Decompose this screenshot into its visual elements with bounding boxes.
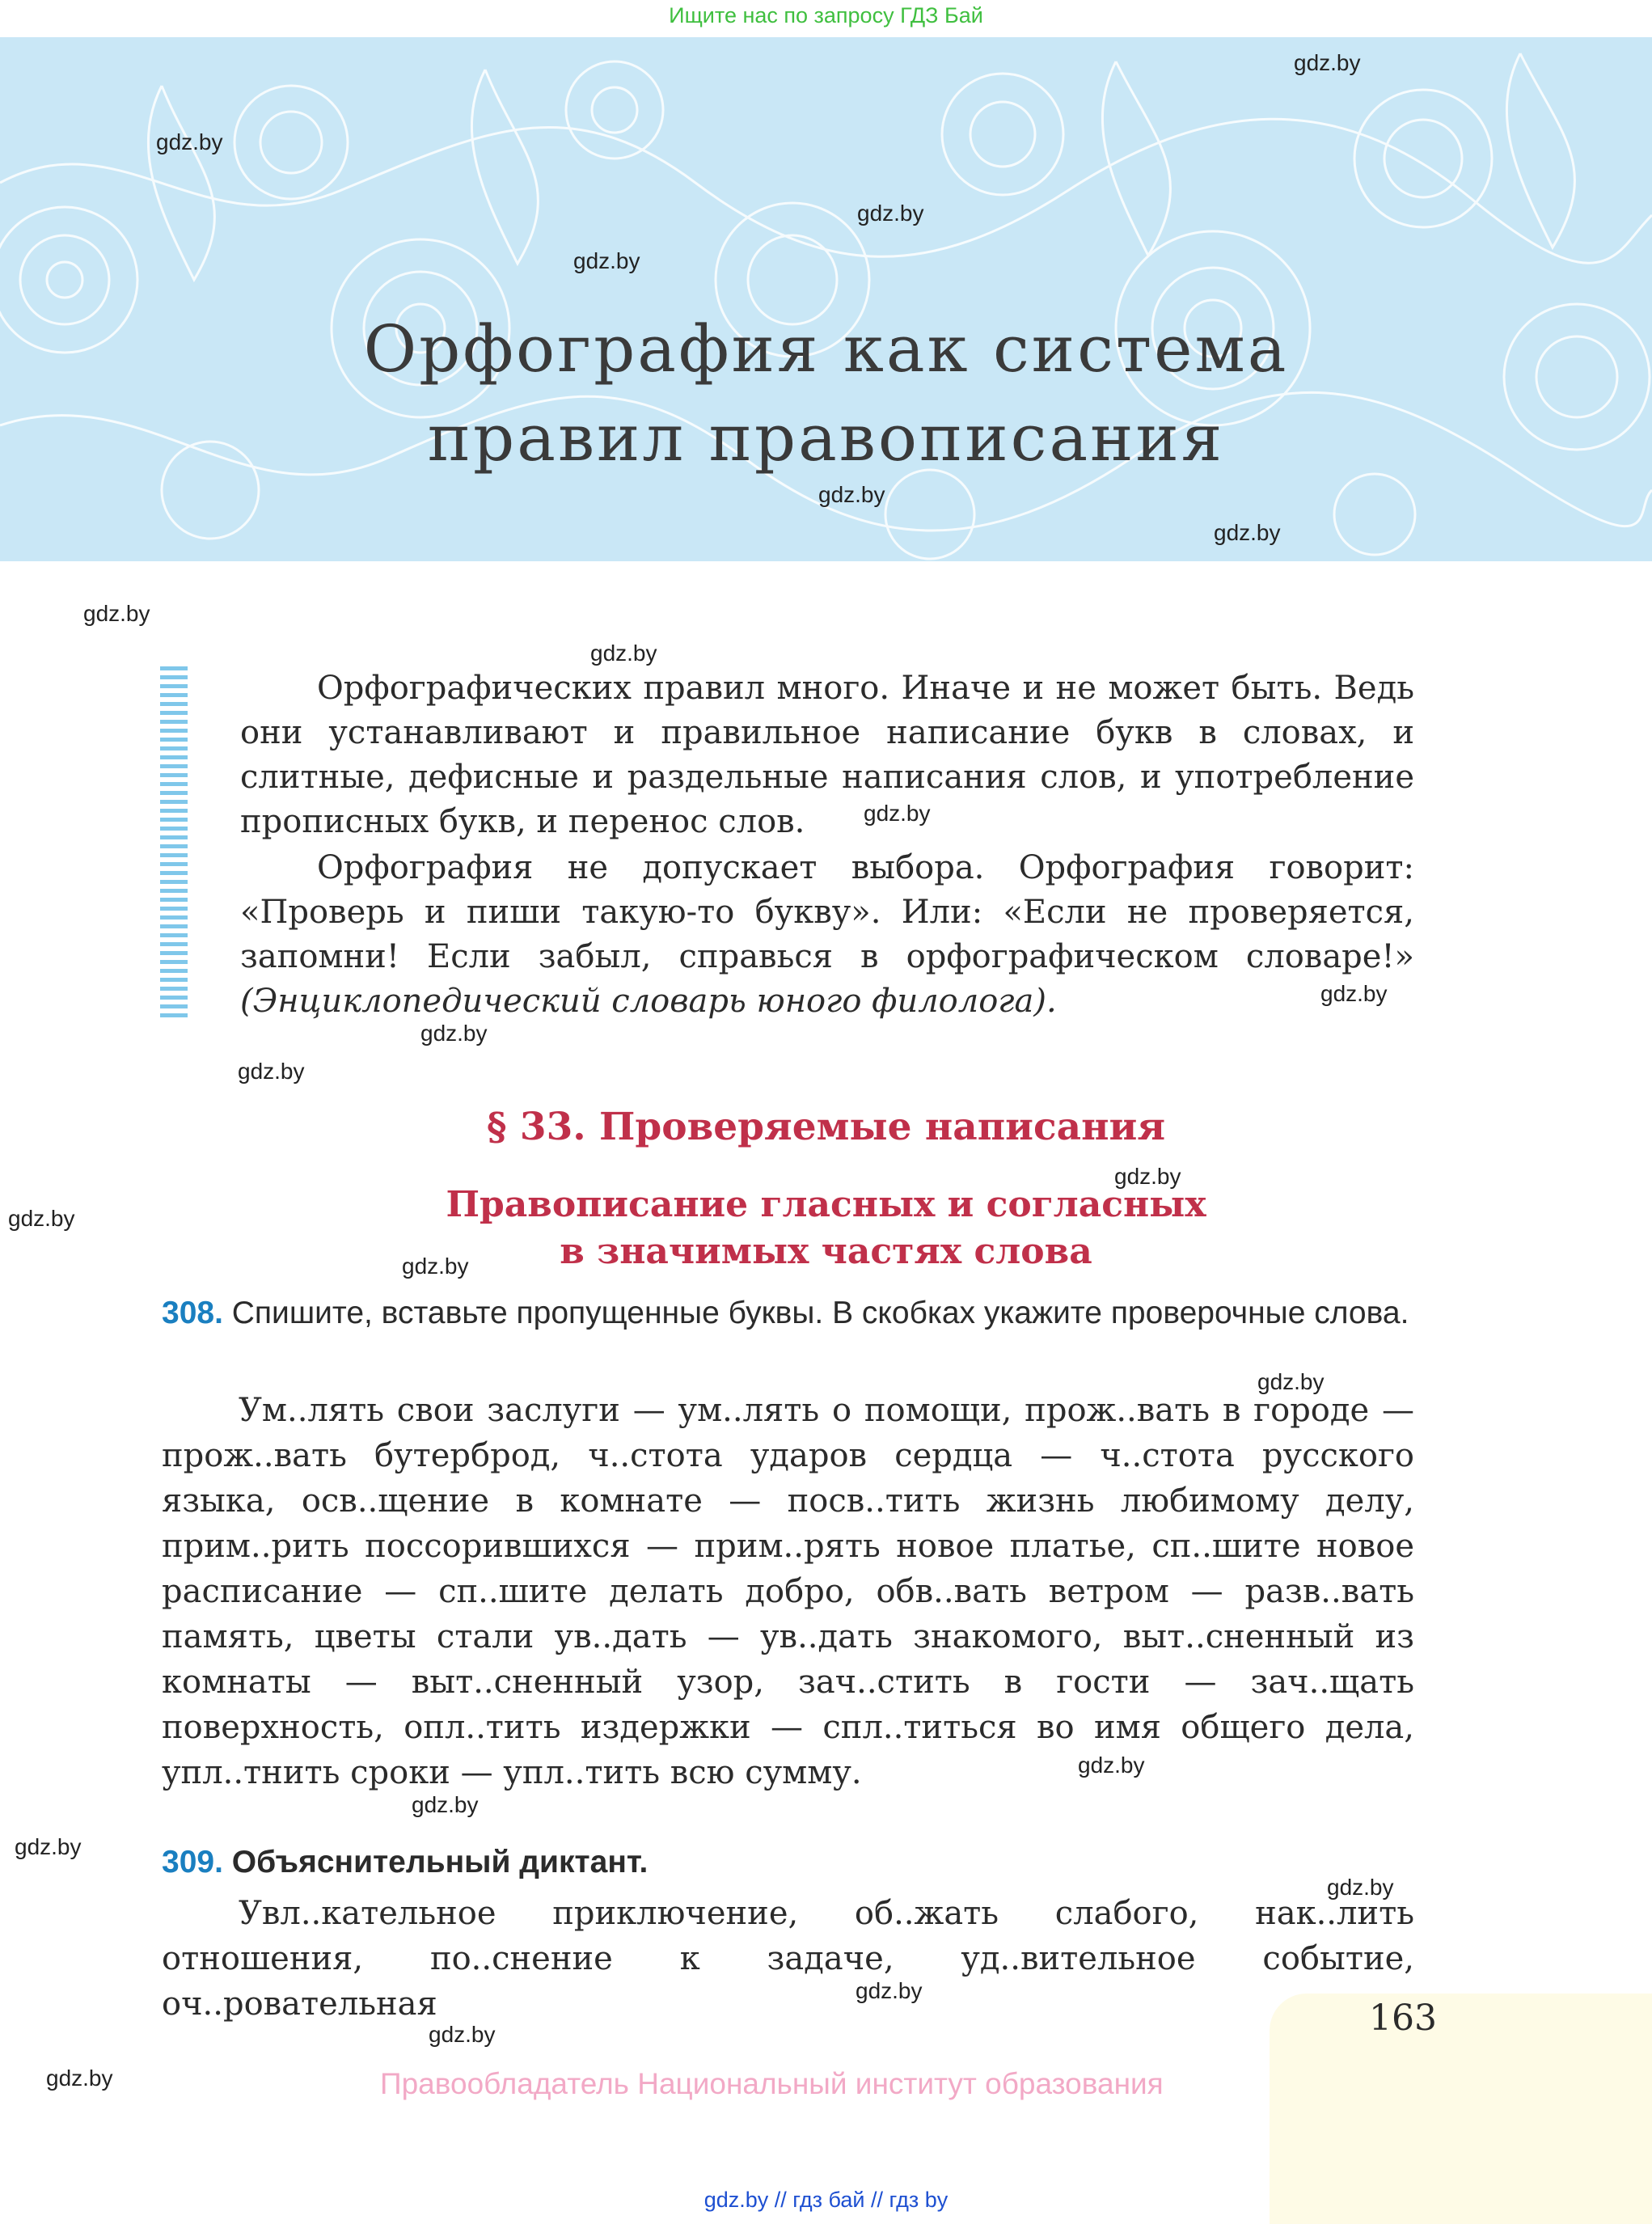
watermark: gdz.by xyxy=(856,1978,923,2003)
watermark: gdz.by xyxy=(1114,1164,1181,1189)
watermark: gdz.by xyxy=(1214,520,1281,545)
exercise-309-instruction: Объяснительный диктант. xyxy=(231,1845,649,1879)
exercise-309-task xyxy=(162,1840,1414,1885)
watermark: gdz.by xyxy=(1320,981,1388,1006)
rights-holder: Правообладатель Национальный институт образования xyxy=(380,2067,1164,2100)
footer-links[interactable]: gdz.by // гдз бай // гдз by xyxy=(703,2188,949,2212)
intro-source: (Энциклопедический словарь юного филолога). xyxy=(240,983,1057,1020)
watermark: gdz.by xyxy=(83,601,150,626)
exercise-308-task xyxy=(162,1291,1414,1336)
watermark: gdz.by xyxy=(420,1021,488,1046)
watermark: gdz.by xyxy=(8,1206,75,1231)
intro-quote: Орфография не допускает выбора. Орфография говорит: «Проверь и пиши такую-то букву». Или: «Если не проверяется, запомни! Если забыл, справься в орфографическом словаре!» xyxy=(240,849,1414,975)
watermark: gdz.by xyxy=(590,641,657,666)
top-note: Ищите нас по запросу ГДЗ Бай xyxy=(669,3,983,27)
watermark: gdz.by xyxy=(573,248,640,273)
intro-paragraph-2 xyxy=(240,846,1414,1024)
watermark: gdz.by xyxy=(15,1834,82,1859)
intro-paragraph-1: Орфографических правил много. Иначе и не может быть. Ведь они устанавливают и правильное написание букв в словах, и слитные, дефисные и раздельные написания слов, и употребление прописных букв, и перенос слов. xyxy=(240,670,1414,840)
chapter-title-line1: Орфография как система xyxy=(363,311,1289,387)
watermark: gdz.by xyxy=(1078,1753,1145,1778)
watermark: gdz.by xyxy=(1327,1875,1394,1900)
exercise-308-instruction: Спишите, вставьте пропущенные буквы. В скобках укажите проверочные слова. xyxy=(231,1296,1409,1330)
chapter-title-line2: правил правописания xyxy=(427,400,1225,476)
watermark: gdz.by xyxy=(412,1792,479,1817)
exercise-308-number: 308. xyxy=(162,1296,223,1330)
watermark: gdz.by xyxy=(1294,50,1361,75)
watermark: gdz.by xyxy=(46,2065,113,2091)
watermark: gdz.by xyxy=(429,2022,496,2047)
exercise-309-number: 309. xyxy=(162,1845,223,1879)
watermark: gdz.by xyxy=(156,129,223,154)
exercise-309-text: Увл..кательное приключение, об..жать слабого, нак..лить отношения, по..снение к задаче, уд..вительное событие, оч..ровательная xyxy=(162,1895,1414,2023)
section-subtitle-line2: в значимых частях слова xyxy=(560,1231,1092,1272)
watermark: gdz.by xyxy=(238,1059,305,1084)
section-subtitle-line1: Правописание гласных и согласных xyxy=(446,1184,1206,1225)
watermark: gdz.by xyxy=(402,1254,469,1279)
watermark: gdz.by xyxy=(1257,1369,1325,1394)
quote-stripe xyxy=(160,666,188,1019)
section-title: § 33. Проверяемые написания xyxy=(486,1105,1166,1149)
exercise-308-text: Ум..лять свои заслуги — ум..лять о помощи, прож..вать в городе — прож..вать бутерброд, ч..стота ударов сердца — ч..стота русского языка, осв..щение в комнате — посв..тить жизнь любимому делу, прим..рить поссорившихся — прим..рять новое платье, сп..шите новое расписание — сп..шите делать добро, обв..вать ветром — разв..вать память, цветы стали ув..дать — ув..дать знакомого, выт..сненный из комнаты — выт..сненный узор, зач..стить в гости — зач..щать поверхность, опл..тить издержки — спл..титься во имя общего дела, упл..тнить сроки — упл..тить всю сумму. xyxy=(162,1392,1414,1791)
watermark: gdz.by xyxy=(818,482,885,507)
page-number: 163 xyxy=(1369,1998,1437,2039)
watermark: gdz.by xyxy=(864,801,931,826)
watermark: gdz.by xyxy=(857,201,924,226)
